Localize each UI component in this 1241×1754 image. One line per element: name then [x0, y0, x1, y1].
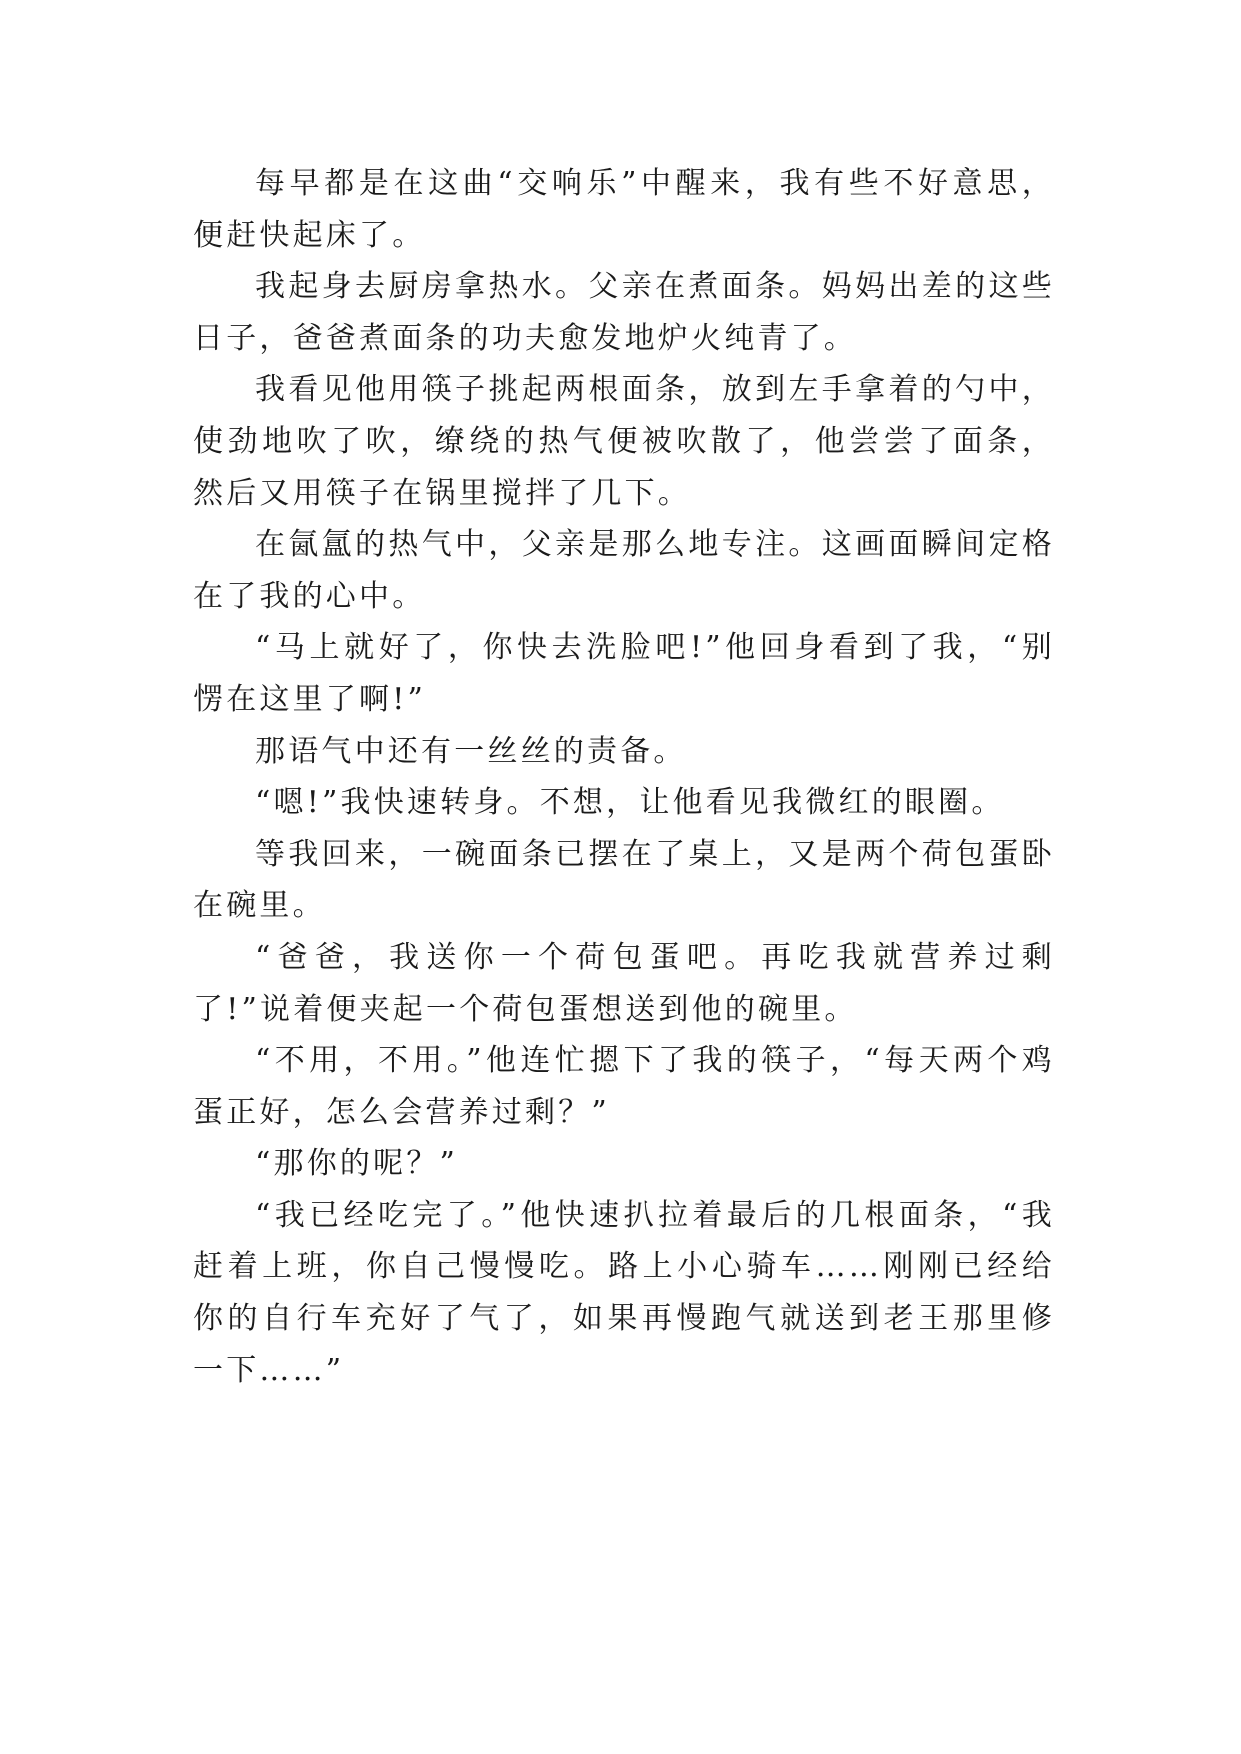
paragraph: “那你的呢？”: [255, 1146, 459, 1182]
paragraph: 我起身去厨房拿热水。父亲在煮面条。妈妈出差的这些日子，爸爸煮面条的功夫愈发地炉火纯青了。: [193, 269, 1055, 356]
paragraph: “不用，不用。”他连忙摁下了我的筷子，“每天两个鸡蛋正好，怎么会营养过剩？”: [193, 1043, 1055, 1130]
paragraph: “嗯!”我快速转身。不想，让他看见我微红的眼圈。: [255, 785, 1005, 821]
paragraph: 我看见他用筷子挑起两根面条，放到左手拿着的勺中，使劲地吹了吹，缭绕的热气便被吹散了，他尝尝了面条，然后又用筷子在锅里搅拌了几下。: [193, 372, 1055, 511]
paragraph: “我已经吃完了。”他快速扒拉着最后的几根面条，“我赶着上班，你自己慢慢吃。路上小心骑车……刚刚已经给你的自行车充好了气了，如果再慢跑气就送到老王那里修一下……”: [193, 1197, 1055, 1388]
paragraph: 那语气中还有一丝丝的责备。: [255, 733, 687, 769]
paragraph: 每早都是在这曲“交响乐”中醒来，我有些不好意思，便赶快起床了。: [193, 166, 1055, 253]
paragraph: “马上就好了，你快去洗脸吧!”他回身看到了我，“别愣在这里了啊!”: [193, 630, 1055, 717]
document-body: [193, 158, 1055, 1396]
paragraph: 在氤氲的热气中，父亲是那么地专注。这画面瞬间定格在了我的心中。: [193, 527, 1055, 614]
paragraph: “爸爸，我送你一个荷包蛋吧。再吃我就营养过剩了!”说着便夹起一个荷包蛋想送到他的碗里。: [193, 939, 1055, 1027]
paragraph: 等我回来，一碗面条已摆在了桌上，又是两个荷包蛋卧在碗里。: [193, 836, 1055, 924]
